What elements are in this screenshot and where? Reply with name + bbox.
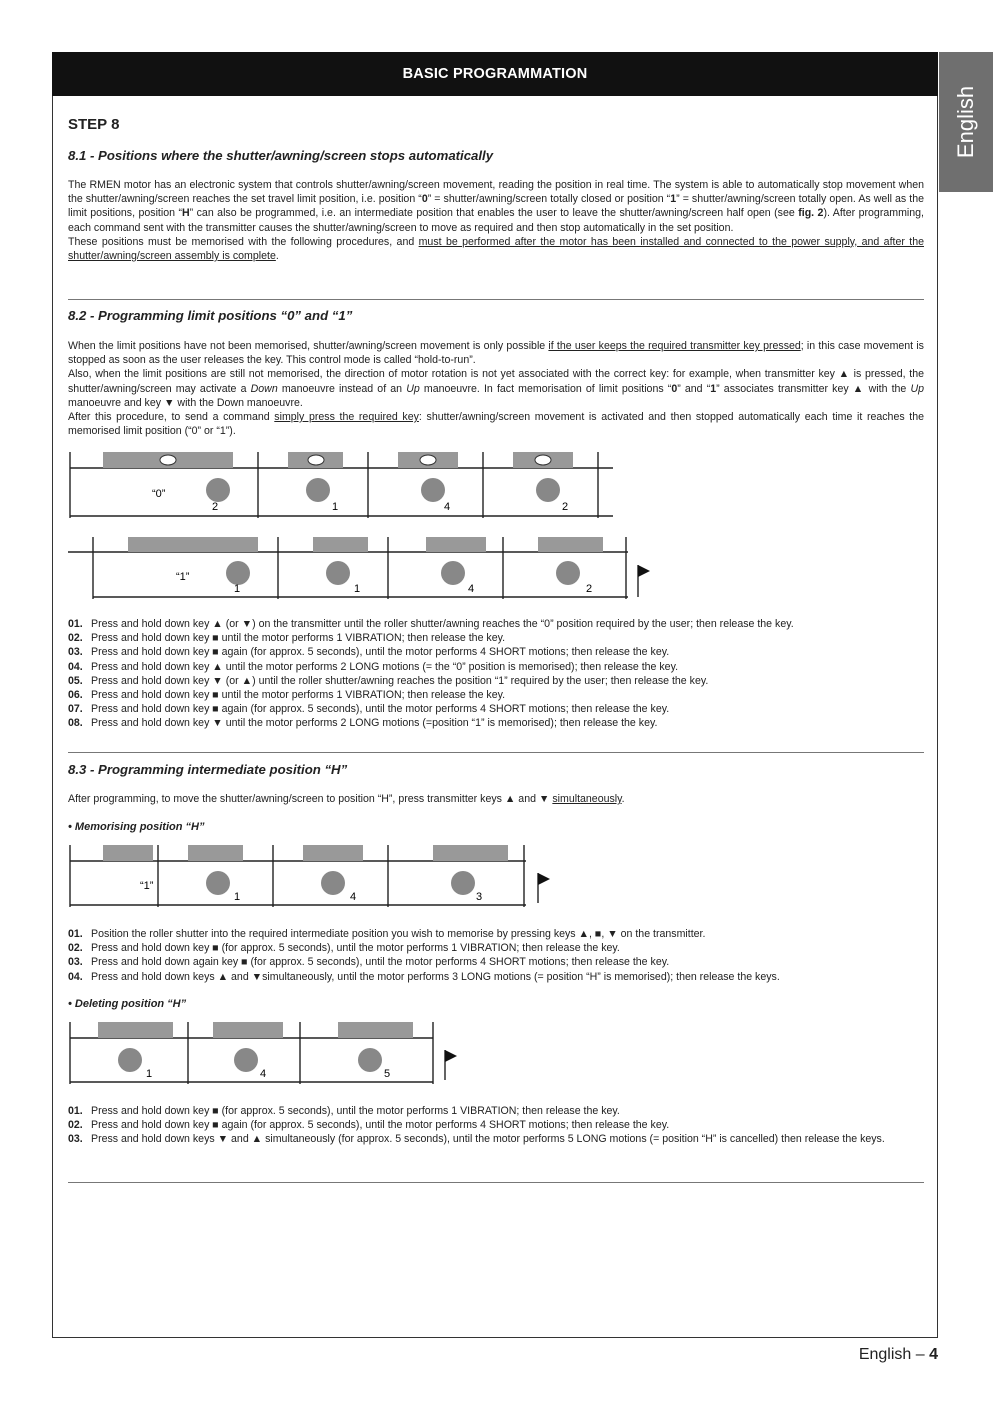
language-tab: [939, 52, 993, 192]
diagram-label: 2: [562, 501, 569, 513]
diagram-label: 5: [384, 1068, 391, 1080]
step-title: STEP 8: [68, 116, 120, 133]
limit-1-procedure-diagram: [68, 535, 658, 601]
diagram-label: 1: [234, 583, 241, 595]
list-item: 05. Press and hold down key ▼ (or ▲) until the roller shutter/awning reaches the position “1” required by the user; then release the key.: [68, 674, 709, 687]
section-8-2-paragraph: When the limit positions have not been memorised, shutter/awning/screen movement is only possible if the user keeps the required transmitter key pressed; in this case movement is stopped as soon as the user releases the key. This control mode is called “hold-to-run”. Also, when the limit positions are still not memorised, the direction of motor rotation is not yet associated with the correct key: for example, when transmitter key ▲ is pressed, the shutter/awning/screen may activate a Down manoeuvre instead of an Up manoeuvre. In fact memorisation of limit positions “0” and “1” associates transmitter key ▲ with the Up manoeuvre and key ▼ with the Down manoeuvre. After this procedure, to send a command simply press the required key: shutter/awning/screen movement is activated and then stopped automatically each time it reaches the memorised limit position (“0” or “1”).: [68, 340, 925, 438]
diagram-label: 1: [146, 1068, 153, 1080]
section-8-2-steps: [68, 617, 924, 731]
list-item: 02. Press and hold down key ■ (for approx. 5 seconds), until the motor performs 1 VIBRATION; then release the key.: [68, 942, 620, 955]
diagram-label: 2: [586, 583, 593, 595]
divider: [68, 299, 924, 300]
list-item: 07. Press and hold down key ■ again (for approx. 5 seconds), until the motor performs 4 SHORT motions; then release the key.: [68, 703, 670, 716]
diagram-label: 2: [212, 501, 219, 513]
divider: [68, 752, 924, 753]
deleting-steps: [68, 1104, 924, 1147]
list-item: 02. Press and hold down key ■ until the motor performs 1 VIBRATION; then release the key.: [68, 632, 506, 645]
diagram-label: 4: [444, 501, 451, 513]
diagram-label: 3: [476, 891, 483, 903]
section-8-3-paragraph: After programming, to move the shutter/awning/screen to position “H”, press transmitter keys ▲ and ▼ simultaneously.: [68, 793, 625, 805]
list-item: 03. Press and hold down again key ■ (for approx. 5 seconds), until the motor performs 4 SHORT motions; then release the key.: [68, 956, 670, 969]
diagram-label: 1: [332, 501, 339, 513]
list-item: 01. Press and hold down key ■ (for approx. 5 seconds), until the motor performs 1 VIBRATION; then release the key.: [68, 1105, 620, 1117]
section-8-2-title: 8.2 - Programming limit positions “0” and “1”: [68, 308, 353, 323]
diagram-label: 4: [350, 891, 357, 903]
divider: [68, 1182, 924, 1183]
diagram-label: 4: [260, 1068, 267, 1080]
diagram-label: “1”: [176, 571, 190, 583]
list-item: 03. Press and hold down keys ▼ and ▲ simultaneously (for approx. 5 seconds), until the motor performs 5 LONG motions (= position “H” is cancelled) then release the keys.: [68, 1133, 885, 1146]
list-item: 03. Press and hold down key ■ again (for approx. 5 seconds), until the motor performs 4 SHORT motions; then release the key.: [68, 646, 670, 659]
list-item: 08. Press and hold down key ▼ until the motor performs 2 LONG motions (=position “1” is memorised); then release the key.: [68, 717, 658, 730]
list-item: 01. Position the roller shutter into the required intermediate position you wish to memorise by pressing keys ▲, ■, ▼ on the transmitter.: [68, 928, 706, 940]
limit-0-procedure-diagram: [68, 450, 628, 520]
section-header: BASIC PROGRAMMATION: [52, 52, 938, 96]
list-item: 04. Press and hold down keys ▲ and ▼simultaneously, until the motor performs 3 LONG motions (= position “H” is memorised); then release the keys.: [68, 970, 780, 983]
page-number: 4: [929, 1346, 938, 1363]
diagram-label: “1”: [140, 880, 154, 892]
list-item: 06. Press and hold down key ■ until the motor performs 1 VIBRATION; then release the key.: [68, 689, 506, 702]
diagram-label: 1: [354, 583, 361, 595]
diagram-label: 1: [234, 891, 241, 903]
memorise-h-diagram: [68, 843, 558, 909]
section-8-1-title: 8.1 - Positions where the shutter/awning/screen stops automatically: [68, 148, 494, 163]
section-8-1-paragraph: The RMEN motor has an electronic system that controls shutter/awning/screen movement, reading the position in real time. The system is able to automatically stop movement when the shutter/awning/screen reaches the set travel limit position, i.e. position “0” = shutter/awning/screen totally closed or position “1” = shutter/awning/screen totally open. As well as the limit positions, position “H” can also be programmed, i.e. an intermediate position that enables the user to leave the shutter/awning/screen half open (see fig. 2). After programming, each command sent with the transmitter causes the shutter/awning/screen to move as required and then stop automatically in the set position. These positions must be memorised with the following procedures, and must be performed after the motor has been installed and connected to the power supply, and after the shutter/awning/screen assembly is complete.: [68, 179, 925, 263]
delete-h-diagram: [68, 1020, 468, 1086]
diagram-label: 4: [468, 583, 475, 595]
list-item: 04. Press and hold down key ▲ until the motor performs 2 LONG motions (= the “0” position is memorised); then release the key.: [68, 660, 679, 673]
language-tab-label: English: [953, 85, 978, 159]
list-item: 01. Press and hold down key ▲ (or ▼) on the transmitter until the roller shutter/awning reaches the “0” position required by the user; then release the key.: [68, 618, 794, 630]
section-8-3-title: 8.3 - Programming intermediate position “H”: [68, 762, 348, 777]
page-footer: English – 4: [858, 1346, 938, 1363]
memorising-steps: [68, 927, 924, 984]
deleting-subtitle: • Deleting position “H”: [68, 998, 187, 1010]
list-item: 02. Press and hold down key ■ again (for approx. 5 seconds), until the motor performs 4 SHORT motions; then release the key.: [68, 1119, 670, 1132]
memorising-subtitle: • Memorising position “H”: [68, 821, 205, 833]
diagram-label: “0”: [152, 488, 166, 500]
